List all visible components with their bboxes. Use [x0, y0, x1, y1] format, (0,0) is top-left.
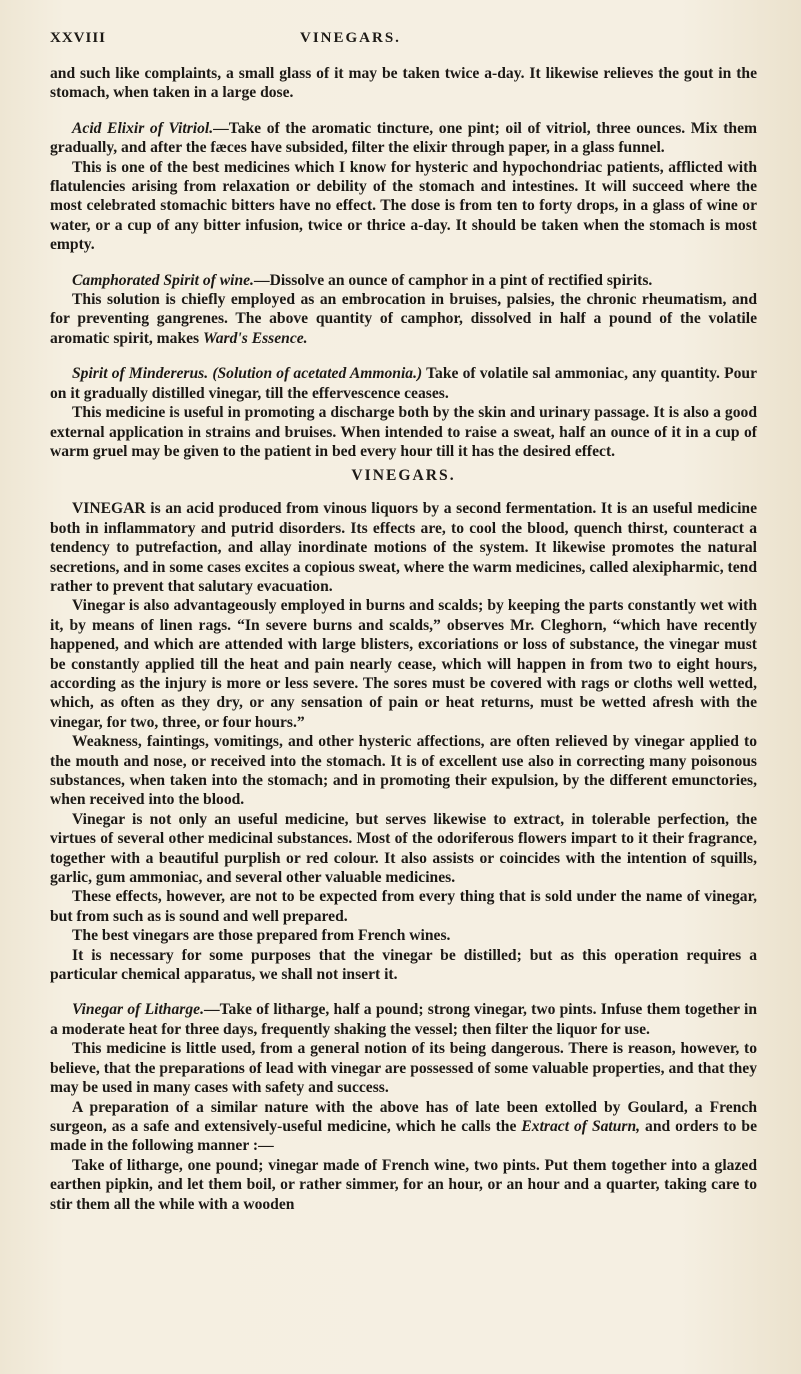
section-heading: VINEGARS. [351, 467, 456, 485]
paragraph: Weakness, faintings, vomitings, and other hysteric affections, are often relieved by vinegar applied to the mouth and nose, or received into the stomach. It is of excellent use also in correcting many poisonous substances, when taken into the stomach; and in promoting their expulsion, by the different emunctories, when received into the blood. [50, 733, 757, 809]
recipe-acid-elixir: Acid Elixir of Vitriol.—Take of the aromatic tincture, one pint; oil of vitriol, three ounces. Mix them gradually, and after the fæces have subsided, filter the elixir through paper, in a glass funnel. [50, 119, 757, 157]
paragraph: This medicine is little used, from a general notion of its being dangerous. There is reason, however, to believe, that the preparations of lead with vinegar are possessed of some valuable properties, and that they may be used in many cases with safety and success. [50, 1040, 757, 1097]
paragraph: The best vinegars are those prepared from French wines. [72, 927, 451, 945]
running-title: VINEGARS. [300, 30, 401, 46]
recipe-spirit-mindererus: Spirit of Mindererus. (Solution of acetated Ammonia.) Take of volatile sal ammoniac, any quantity. Pour on it gradually distilled vinegar, till the effervescence ceases. [50, 365, 758, 402]
paragraph: Take of litharge, one pound; vinegar made of French wine, two pints. Put them together into a glazed earthen pipkin, and let them boil, or rather simmer, for an hour, or an hour and a quarter, taking care to stir them all the while with a wooden [50, 1156, 757, 1213]
paragraph: A preparation of a similar nature with the above has of late been extolled by Goulard, a French surgeon, as a safe and extensively-useful medicine, which he calls the Extract of Saturn, and orders to be made in the following manner :— [50, 1098, 757, 1155]
recipe-title: Acid Elixir of Vitriol. [72, 119, 214, 137]
paragraph: It is necessary for some purposes that the vinegar be distilled; but as this operation requires a particular chemical apparatus, we shall not insert it. [50, 946, 757, 984]
paragraph: Vinegar is not only an useful medicine, but serves likewise to extract, in tolerable perfection, the virtues of several other medicinal substances. Most of the odoriferous flowers impart to it their fragrance, together with a beautiful purplish or red colour. It also assists or coincides with the intention of squills, garlic, gum ammoniac, and several other valuable medicines. [50, 810, 757, 887]
paragraph: This solution is chiefly employed as an embrocation in bruises, palsies, the chronic rheumatism, and for preventing gangrenes. The above quantity of camphor, dissolved in half a pound of the volatile aromatic spirit, makes Ward's Essence. [50, 291, 757, 347]
recipe-title: Spirit of Mindererus. [72, 365, 209, 383]
paragraph: Vinegar is also advantageously employed in burns and scalds; by keeping the parts constantly wet with it, by means of linen rags. “In severe burns and scalds,” observes Mr. Cleghorn, “which have recently happened, and which are attended with large blisters, excoriations or loss of substance, the vinegar must be constantly applied till the heat and pain nearly cease, which will happen in from two to eight hours, according as the injury is more or less severe. The sores must be covered with rags or cloths well wetted, which, as often as they dry, or any sensation of pain or heat returns, must be wetted afresh with the vinegar, for two, three, or four hours.” [50, 597, 757, 731]
paragraph: VINEGAR is an acid produced from vinous liquors by a second fermentation. It is an useful medicine both in inflammatory and putrid disorders. Its effects are, to cool the blood, quench thirst, counteract a tendency to putrefaction, and allay inordinate motions of the system. It likewise promotes the natural secretions, and in some cases excites a copious sweat, where the warm medicines, called alexipharmic, tend rather to prevent that salutary evacuation. [50, 500, 757, 595]
recipe-title: Vinegar of Litharge. [72, 1001, 204, 1019]
paragraph: This is one of the best medicines which I know for hysteric and hypochondriac patients, afflicted with flatulencies arising from relaxation or debility of the stomach and intestines. It will succeed where the most celebrated stomachic bitters have no effect. The dose is from ten to forty drops, in a glass of wine or water, or a cup of any bitter infusion, twice or thrice a-day. It should be taken when the stomach is most empty. [50, 158, 757, 254]
recipe-vinegar-litharge: Vinegar of Litharge.—Take of litharge, half a pound; strong vinegar, two pints. Infuse them together in a moderate heat for three days, frequently shaking the vessel; then filter the liquor for use. [50, 1001, 757, 1038]
recipe-camphorated-spirit: Camphorated Spirit of wine.—Dissolve an ounce of camphor in a pint of rectified spirits. [72, 271, 653, 289]
paragraph: and such like complaints, a small glass of it may be taken twice a-day. It likewise relieves the gout in the stomach, when taken in a large dose. [50, 65, 757, 102]
recipe-title: Camphorated Spirit of wine. [72, 271, 254, 289]
paragraph: These effects, however, are not to be expected from every thing that is sold under the name of vinegar, but from such as is sound and well prepared. [50, 888, 757, 925]
page-number: XXVIII [50, 30, 107, 46]
page-header [50, 30, 757, 64]
paragraph: This medicine is useful in promoting a discharge both by the skin and urinary passage. It is also a good external application in strains and bruises. When intended to raise a sweat, half an ounce of it in a cup of warm gruel may be given to the patient in bed every hour till it has the desired effect. [50, 404, 757, 460]
